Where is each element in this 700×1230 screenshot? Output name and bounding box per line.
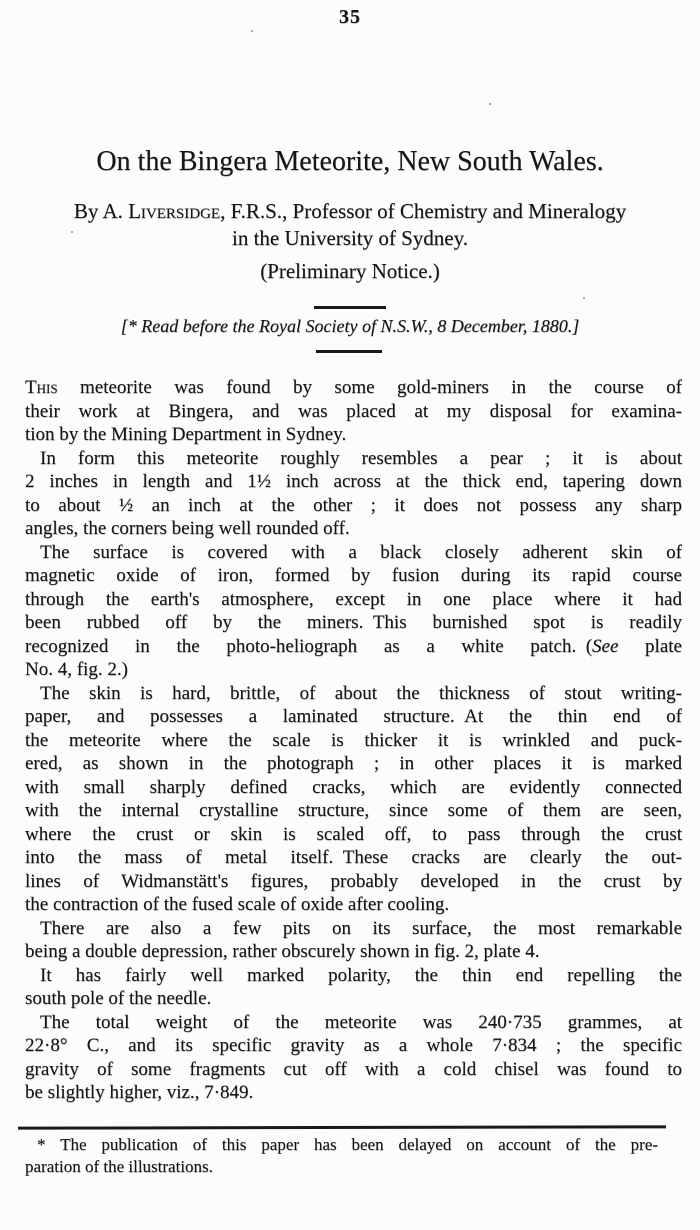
text-run: meteorite was found by some gold-miners in the course of <box>57 377 682 398</box>
article-body <box>25 376 682 1105</box>
text-run: plate <box>618 635 682 657</box>
body-line: paper, and possesses a laminated structure. At the thin end of <box>25 706 682 727</box>
body-line: with the internal crystalline structure, since some of them are seen, <box>25 800 682 821</box>
scan-speck <box>489 103 491 105</box>
page-number: 35 <box>339 6 361 28</box>
body-line: 2 inches in length and 1½ inch across at the thick end, tapering down <box>25 471 682 492</box>
body-line: with small sharply defined cracks, which are evidently connected <box>25 776 682 798</box>
body-line: tion by the Mining Department in Sydney. <box>25 424 347 445</box>
body-line: south pole of the needle. <box>25 988 212 1009</box>
body-line: lines of Widmanstätt's figures, probably developed in the crust by <box>25 870 682 892</box>
body-line: their work at Bingera, and was placed at my disposal for examina- <box>25 400 682 422</box>
footnote <box>25 1134 658 1178</box>
footnote-rule <box>18 1125 666 1129</box>
body-line: 22·8° C., and its specific gravity as a whole 7·834 ; the specific <box>25 1035 682 1056</box>
body-line: the contraction of the fused scale of oxide after cooling. <box>25 894 450 915</box>
read-before-note: [* Read before the Royal Society of N.S.W., 8 December, 1880.] <box>120 316 580 336</box>
body-line: where the crust or skin is scaled off, to pass through the crust <box>25 823 682 845</box>
body-line: The total weight of the meteorite was 240·735 grammes, at <box>40 1011 682 1033</box>
body-line <box>25 635 682 659</box>
body-line: The skin is hard, brittle, of about the thickness of stout writing- <box>40 682 682 704</box>
separator-rule-top <box>314 306 386 309</box>
footnote-line: * The publication of this paper has been delayed on account of the pre- <box>37 1135 658 1154</box>
body-line: the meteorite where the scale is thicker it is wrinkled and puck- <box>25 729 682 751</box>
scan-speck <box>583 297 585 299</box>
body-line: The surface is covered with a black closely adherent skin of <box>40 541 682 563</box>
body-line: No. 4, fig. 2.) <box>25 659 128 680</box>
body-line: In form this meteorite roughly resembles a pear ; it is about <box>40 447 682 469</box>
scan-speck <box>251 30 253 32</box>
text-run: , F.R.S., Professor of Chemistry and Mineralogy <box>220 199 627 223</box>
body-line: into the mass of metal itself. These cracks are clearly the out- <box>25 847 682 868</box>
body-line: It has fairly well marked polarity, the thin end repelling the <box>40 964 682 986</box>
text-run: recognized in the photo-heliograph as a white patch. ( <box>25 635 593 657</box>
body-line: gravity of some fragments cut off with a cold chisel was found to <box>25 1058 682 1080</box>
footnote-line: paration of the illustrations. <box>25 1157 213 1176</box>
text-run: See <box>592 635 619 657</box>
body-line: There are also a few pits on its surface, the most remarkable <box>40 917 682 939</box>
preliminary-notice: (Preliminary Notice.) <box>260 259 440 283</box>
body-line: angles, the corners being well rounded off. <box>25 518 350 539</box>
body-line: been rubbed off by the miners. This burnished spot is readily <box>25 612 682 633</box>
body-line: be slightly higher, viz., 7·849. <box>25 1082 254 1103</box>
body-line: being a double depression, rather obscurely shown in fig. 2, plate 4. <box>25 941 540 962</box>
body-line: magnetic oxide of iron, formed by fusion during its rapid course <box>25 565 682 586</box>
body-line: to about ½ an inch at the other ; it does not possess any sharp <box>25 494 682 516</box>
body-line: through the earth's atmosphere, except in one place where it had <box>25 588 682 610</box>
body-line <box>25 376 682 400</box>
text-run: By A. <box>73 199 129 223</box>
text-run: This <box>25 377 58 398</box>
body-line: ered, as shown in the photograph ; in other places it is marked <box>25 753 682 774</box>
separator-rule-bottom <box>316 350 382 353</box>
scan-speck <box>71 231 73 233</box>
byline-line-2: in the University of Sydney. <box>231 226 469 250</box>
text-run: Liversidge <box>128 199 221 223</box>
byline-line-1 <box>0 198 700 224</box>
article-title: On the Bingera Meteorite, New South Wales. <box>96 146 604 177</box>
